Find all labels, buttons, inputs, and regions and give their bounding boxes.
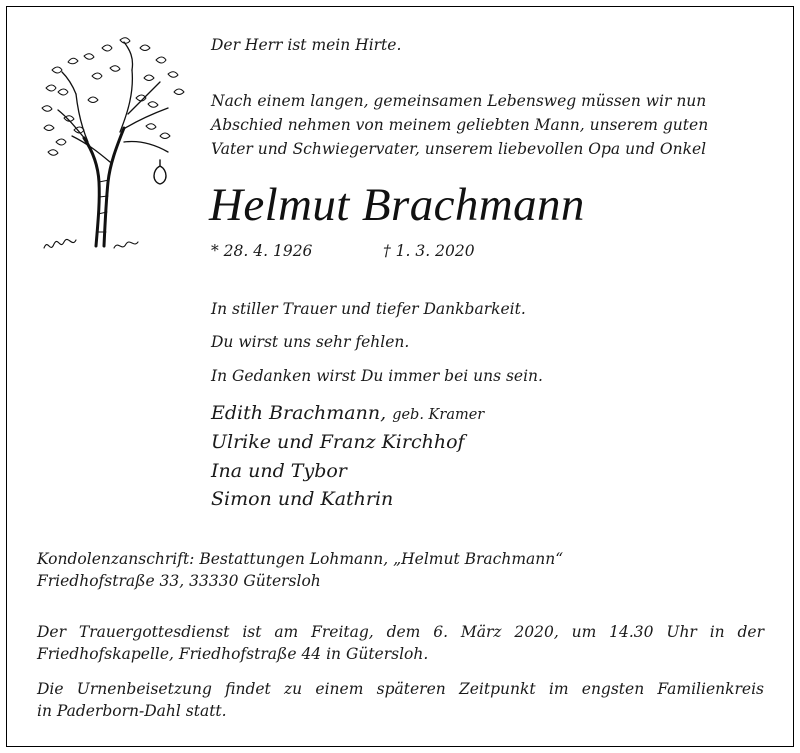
intro-line-1: Nach einem langen, gemeinsamen Lebensweg müssen wir nun [211,92,707,110]
service-line-2: Friedhofskapelle, Friedhofstraße 44 in Gütersloh. [37,645,429,663]
mourning-line-2: Du wirst uns sehr fehlen. [211,333,410,351]
intro-line-3: Vater und Schwiegervater, unserem liebevollen Opa und Onkel [211,140,707,158]
deceased-name: Helmut Brachmann [209,179,585,231]
family-member-1-note: geb. Kramer [392,407,485,423]
tree-drawing-icon [28,32,188,264]
family-member-3: Ina und Tybor [211,460,347,482]
condolence-line-2: Friedhofstraße 33, 33330 Gütersloh [37,572,321,590]
motto: Der Herr ist mein Hirte. [211,36,402,54]
death-date: † 1. 3. 2020 [383,242,475,260]
family-member-1-name: Edith Brachmann, [211,402,387,424]
mourning-line-3: In Gedanken wirst Du immer bei uns sein. [211,367,543,385]
burial-line-2: in Paderborn-Dahl statt. [37,702,227,720]
birth-date: * 28. 4. 1926 [211,242,313,260]
family-member-2: Ulrike und Franz Kirchhof [211,431,465,453]
service-line-1 [37,620,764,644]
service-line-1-text: Der Trauergottesdienst ist am Freitag, dem 6. März 2020, um 14.30 Uhr in der [37,623,764,641]
family-member-1 [211,402,484,424]
intro-line-2: Abschied nehmen von meinem geliebten Mann, unserem guten [211,116,709,134]
burial-line-1 [37,677,764,701]
condolence-line-1: Kondolenzanschrift: Bestattungen Lohmann, „Helmut Brachmann“ [37,550,564,568]
family-member-4: Simon und Kathrin [211,488,394,510]
burial-line-1-text: Die Urnenbeisetzung findet zu einem späteren Zeitpunkt im engsten Familienkreis [37,680,764,698]
mourning-line-1: In stiller Trauer und tiefer Dankbarkeit. [211,300,526,318]
